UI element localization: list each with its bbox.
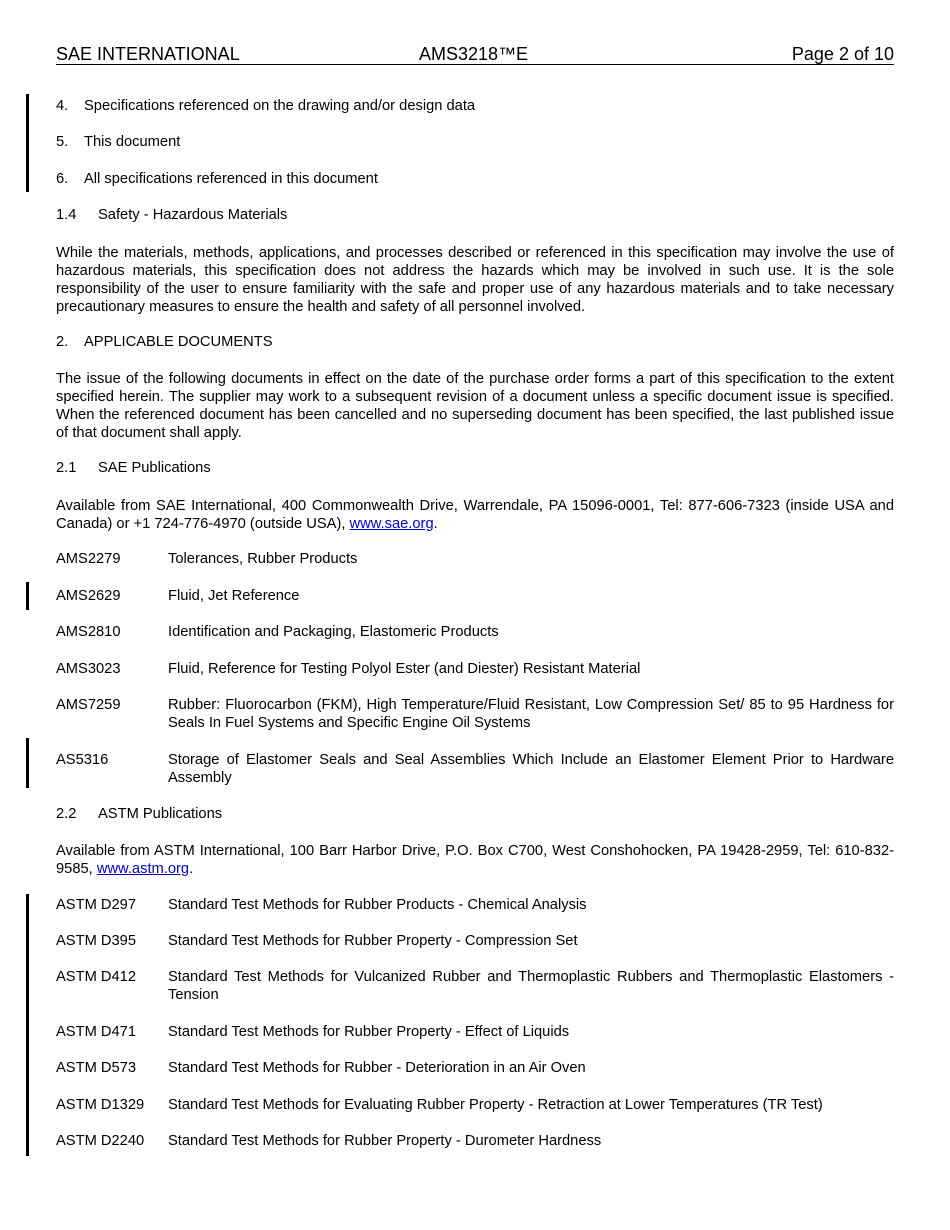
list-item: 5. This document — [56, 134, 181, 150]
list-item: 4. Specifications referenced on the drawing and/or design data — [56, 98, 476, 114]
section-heading: 2.2 ASTM Publications — [56, 806, 223, 822]
header-page-number: Page 2 of 10 — [791, 44, 894, 64]
section-body: Available from SAE International, 400 Commonwealth Drive, Warrendale, PA 15096-0001, Tel: 877-606-7323 (inside USA and Canada) or +1 724-776-4970 (outside USA), www.sae.org. — [56, 498, 894, 532]
reference-title: Fluid, Jet Reference — [168, 588, 300, 604]
reference-title: Standard Test Methods for Rubber Property - Compression Set — [168, 933, 578, 949]
section-body: Available from ASTM International, 100 Barr Harbor Drive, P.O. Box C700, West Conshohocken, PA 19428-2959, Tel: 610-832-9585, www.astm.org. — [56, 843, 894, 877]
section-heading: 1.4 Safety - Hazardous Materials — [56, 207, 288, 223]
astm-website-link[interactable]: www.astm.org — [96, 861, 190, 877]
reference-title: Rubber: Fluorocarbon (FKM), High Temperature/Fluid Resistant, Low Compression Set/ 85 to 95 Hardness for Seals In Fuel Systems and Specific Engine Oil Systems — [168, 697, 894, 731]
reference-code: ASTM D1329 — [56, 1097, 145, 1113]
reference-code: AMS3023 — [56, 661, 121, 677]
section-body: The issue of the following documents in effect on the date of the purchase order forms a part of this specification to the extent specified herein. The supplier may work to a subsequent revision of a document unless a specific document issue is specified. When the referenced document has been cancelled and no superseding document has been specified, the last published issue of that document shall apply. — [56, 371, 894, 441]
section-heading: 2. APPLICABLE DOCUMENTS — [56, 334, 273, 350]
section-heading: 2.1 SAE Publications — [56, 460, 211, 476]
change-bar — [26, 94, 29, 192]
change-bar — [26, 738, 29, 788]
reference-code: ASTM D573 — [56, 1060, 136, 1076]
reference-title: Fluid, Reference for Testing Polyol Ester (and Diester) Resistant Material — [168, 661, 641, 677]
reference-title: Standard Test Methods for Rubber - Deterioration in an Air Oven — [168, 1060, 586, 1076]
reference-title: Standard Test Methods for Rubber Property - Durometer Hardness — [168, 1133, 602, 1149]
reference-title: Standard Test Methods for Rubber Products - Chemical Analysis — [168, 897, 587, 913]
reference-code: AMS2810 — [56, 624, 121, 640]
page-header — [56, 44, 894, 65]
header-org: SAE INTERNATIONAL — [56, 44, 240, 64]
section-body: While the materials, methods, applications, and processes described or referenced in this specification may involve the use of hazardous materials, this specification does not address the hazards which may be involved in such use. It is the sole responsibility of the user to ensure familiarity with the safe and proper use of any hazardous materials and to take necessary precautionary measures to ensure the health and safety of all personnel involved. — [56, 245, 894, 315]
sae-website-link[interactable]: www.sae.org — [349, 516, 434, 532]
reference-title: Standard Test Methods for Evaluating Rubber Property - Retraction at Lower Temperatures (TR Test) — [168, 1097, 823, 1113]
reference-title: Tolerances, Rubber Products — [168, 551, 358, 567]
reference-code: ASTM D2240 — [56, 1133, 145, 1149]
change-bar — [26, 894, 29, 1156]
change-bar — [26, 582, 29, 610]
list-item: 6. All specifications referenced in this document — [56, 171, 378, 187]
reference-title: Storage of Elastomer Seals and Seal Assemblies Which Include an Elastomer Element Prior to Hardware Assembly — [168, 752, 894, 786]
reference-code: ASTM D471 — [56, 1024, 136, 1040]
reference-code: ASTM D412 — [56, 969, 136, 985]
reference-title: Identification and Packaging, Elastomeric Products — [168, 624, 499, 640]
reference-title: Standard Test Methods for Vulcanized Rubber and Thermoplastic Rubbers and Thermoplastic Elastomers - Tension — [168, 969, 894, 1003]
reference-code: AS5316 — [56, 752, 109, 768]
reference-title: Standard Test Methods for Rubber Property - Effect of Liquids — [168, 1024, 570, 1040]
reference-code: ASTM D297 — [56, 897, 136, 913]
reference-code: ASTM D395 — [56, 933, 136, 949]
reference-code: AMS7259 — [56, 697, 121, 713]
header-doc-number: AMS3218™E — [419, 44, 529, 64]
reference-code: AMS2629 — [56, 588, 121, 604]
reference-code: AMS2279 — [56, 551, 121, 567]
